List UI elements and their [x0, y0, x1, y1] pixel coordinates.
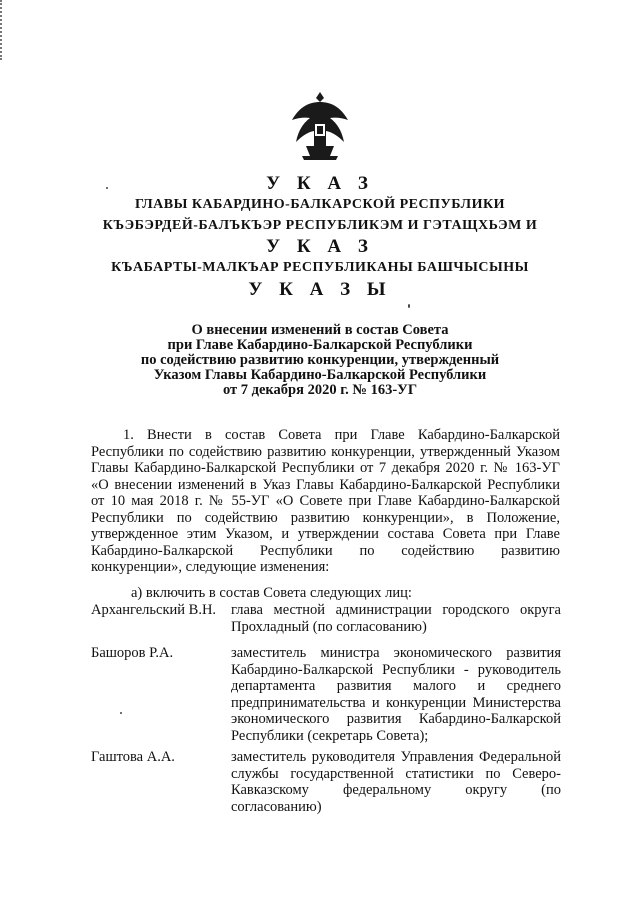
title-line: при Главе Кабардино-Балкарской Республики [167, 337, 473, 353]
org-line-1: ГЛАВЫ КАБАРДИНО-БАЛКАРСКОЙ РЕСПУБЛИКИ [134, 197, 506, 212]
scan-speck [120, 712, 122, 714]
scan-speck [408, 304, 410, 308]
member-name: Башоров Р.А. [91, 645, 174, 661]
title-line: Указом Главы Кабардино-Балкарской Республики [153, 367, 487, 383]
subpoint-a: а) включить в состав Совета следующих лиц: [131, 585, 412, 601]
ukaz-heading-3: У К А З Ы [248, 279, 392, 300]
org-line-2: КЪЭБЭРДЕЙ-БАЛЪКЪЭР РЕСПУБЛИКЭМ И ГЭТАЩХЬЭМ И [102, 218, 538, 233]
ukaz-heading-1: У К А З [266, 173, 374, 194]
document-title [90, 323, 550, 398]
member-description: заместитель министра экономического развития Кабардино-Балкарской Республики - руководитель департамента развития малого и среднего предпринимательства и конкуренции Министерства экономического развития Кабардино-Балкарской Республики (секретарь Совета); [231, 645, 561, 744]
member-description: заместитель руководителя Управления Федеральной службы государственной статистики по Северо-Кавказскому федеральному округу (по согласованию) [231, 749, 561, 815]
scan-edge-marks [0, 0, 5, 60]
member-name: Архангельский В.Н. [91, 602, 217, 618]
ukaz-heading-2: У К А З [266, 236, 374, 257]
member-description: глава местной администрации городского округа Прохладный (по согласованию) [231, 602, 561, 635]
title-line: от 7 декабря 2020 г. № 163-УГ [222, 382, 418, 398]
title-line: по содействию развитию конкуренции, утвержденный [140, 352, 500, 368]
title-line: О внесении изменений в состав Совета [191, 322, 449, 338]
body-text [91, 427, 560, 576]
member-name: Гаштова А.А. [91, 749, 175, 765]
coat-of-arms-emblem-icon [288, 84, 352, 164]
scan-speck [106, 187, 108, 189]
org-line-3: КЪАБАРТЫ-МАЛКЪАР РЕСПУБЛИКАНЫ БАШЧЫСЫНЫ [111, 260, 529, 275]
paragraph-1: 1. Внести в состав Совета при Главе Кабардино-Балкарской Республики по содействию развитию конкуренции, утвержденный Указом Главы Кабардино-Балкарской Республики от 7 декабря 2020 г. № 163-УГ «О внесении изменений в Указ Главы Кабардино-Балкарской Республики от 10 мая 2018 г. № 55-УГ «О Совете при Главе Кабардино-Балкарской Республики по содействию развитию конкуренции», в Положение, утвержденное этим Указом, и утверждении состава Совета при Главе Кабардино-Балкарской Республики по содействию развитию конкуренции», следующие изменения: [91, 427, 560, 575]
